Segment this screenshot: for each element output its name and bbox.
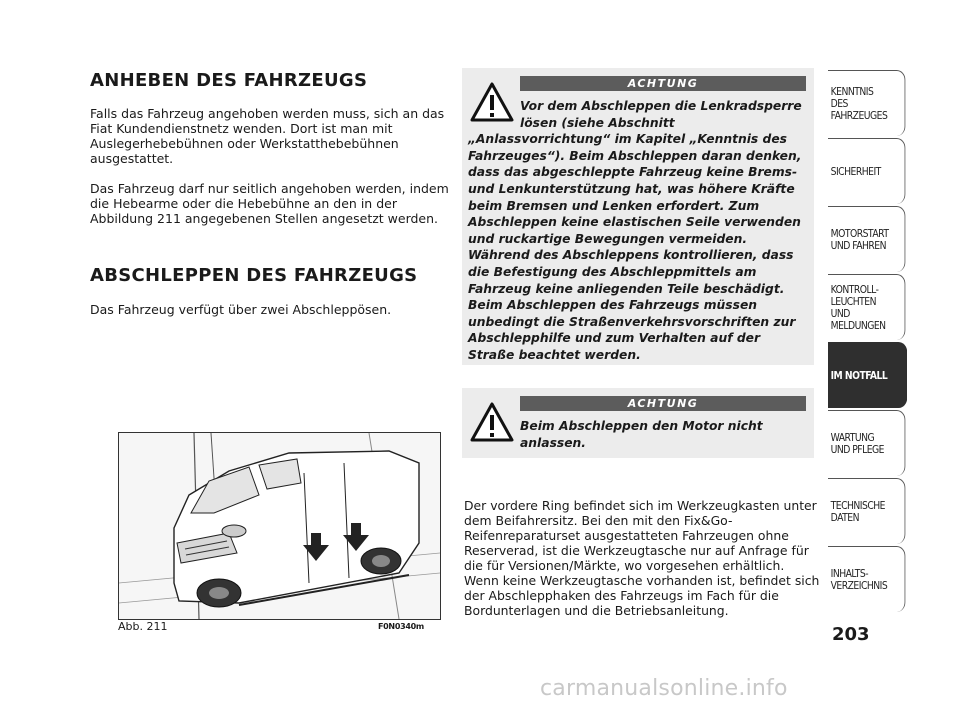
tab-motorstart[interactable]: MOTORSTART UND FAHREN [828, 206, 905, 272]
page-number: 203 [832, 624, 870, 645]
tow-ring-paragraph: Der vordere Ring befindet sich im Werkzeugkasten unter dem Beifahrersitz. Bei den mit den Fix&Go-Reifenreparaturset ausgestatteten Fahrzeugen ohne Reserverad, ist die Werkzeugtasche nur auf Anfrage für die für Versionen/Märkte, wo vorgesehen erhältlich. Wenn keine Werkzeugtasche vorhanden ist, befindet sich der Abschlepphaken des Fahrzeugs im Fach für die Bordunterlagen und die Betriebsanleitung. [464, 498, 820, 618]
warning-box-steering-lock [462, 68, 814, 365]
figure-van-illustration [118, 432, 441, 620]
tab-technische-daten[interactable]: TECHNISCHE DATEN [828, 478, 905, 544]
section-title-towing: ABSCHLEPPEN DES FAHRZEUGS [90, 265, 418, 286]
tab-im-notfall[interactable]: IM NOTFALL [828, 342, 907, 408]
warning-text-line-2: lösen (siehe Abschnitt [520, 115, 675, 130]
warning-text [468, 98, 808, 364]
van-drawing [119, 433, 440, 619]
watermark: carmanualsonline.info [540, 676, 788, 701]
tab-inhaltsverzeichnis[interactable]: INHALTS- VERZEICHNIS [828, 546, 905, 612]
towing-paragraph-1: Das Fahrzeug verfügt über zwei Abschleppösen. [90, 302, 392, 317]
warning-text-rest: „Anlassvorrichtung“ im Kapitel „Kenntnis des Fahrzeuges“). Beim Abschleppen daran denken, dass das abgeschleppte Fahrzeug keine Brems- und Lenkunterstützung hat, was höhere Kräfte beim Bremsen und Lenken erfordert. Zum Abschleppen keine elastischen Seile verwenden und ruckartige Bewegungen vermeiden. Während des Abschleppens kontrollieren, dass die Befestigung des Abschleppmittels am Fahrzeug keine anliegenden Teile beschädigt. Beim Abschleppen des Fahrzeugs müssen unbedingt die Straßenverkehrsvorschriften zur Abschlepphilfe und zum Verhalten auf der Straße beachtet werden. [468, 132, 802, 362]
warning-label: ACHTUNG [520, 76, 806, 91]
warning-triangle-icon [470, 402, 514, 442]
warning-label: ACHTUNG [520, 396, 806, 411]
lifting-paragraph-1: Falls das Fahrzeug angehoben werden muss, sich an das Fiat Kundendienstnetz wenden. Dort ist man mit Auslegerhebebühnen oder Werkstatthebebühnen ausgestattet. [90, 106, 445, 166]
figure-caption: Abb. 211 [118, 620, 168, 633]
tab-kontrollleuchten[interactable]: KONTROLL- LEUCHTEN UND MELDUNGEN [828, 274, 905, 340]
section-title-lifting: ANHEBEN DES FAHRZEUGS [90, 70, 368, 91]
warning-box-engine [462, 388, 814, 458]
lifting-paragraph-2: Das Fahrzeug darf nur seitlich angehoben werden, indem die Hebearme oder die Hebebühne an den in der Abbildung 211 angegebenen Stellen angesetzt werden. [90, 181, 449, 226]
warning-text-line-1: Vor dem Abschleppen die Lenkradsperre [520, 99, 802, 113]
tab-sicherheit[interactable]: SICHERHEIT [828, 138, 905, 204]
warning-text: Beim Abschleppen den Motor nicht anlassen. [520, 419, 763, 450]
figure-code: F0N0340m [378, 622, 424, 631]
tab-wartung[interactable]: WARTUNG UND PFLEGE [828, 410, 905, 476]
tab-kenntnis[interactable]: KENNTNIS DES FAHRZEUGES [828, 70, 905, 136]
